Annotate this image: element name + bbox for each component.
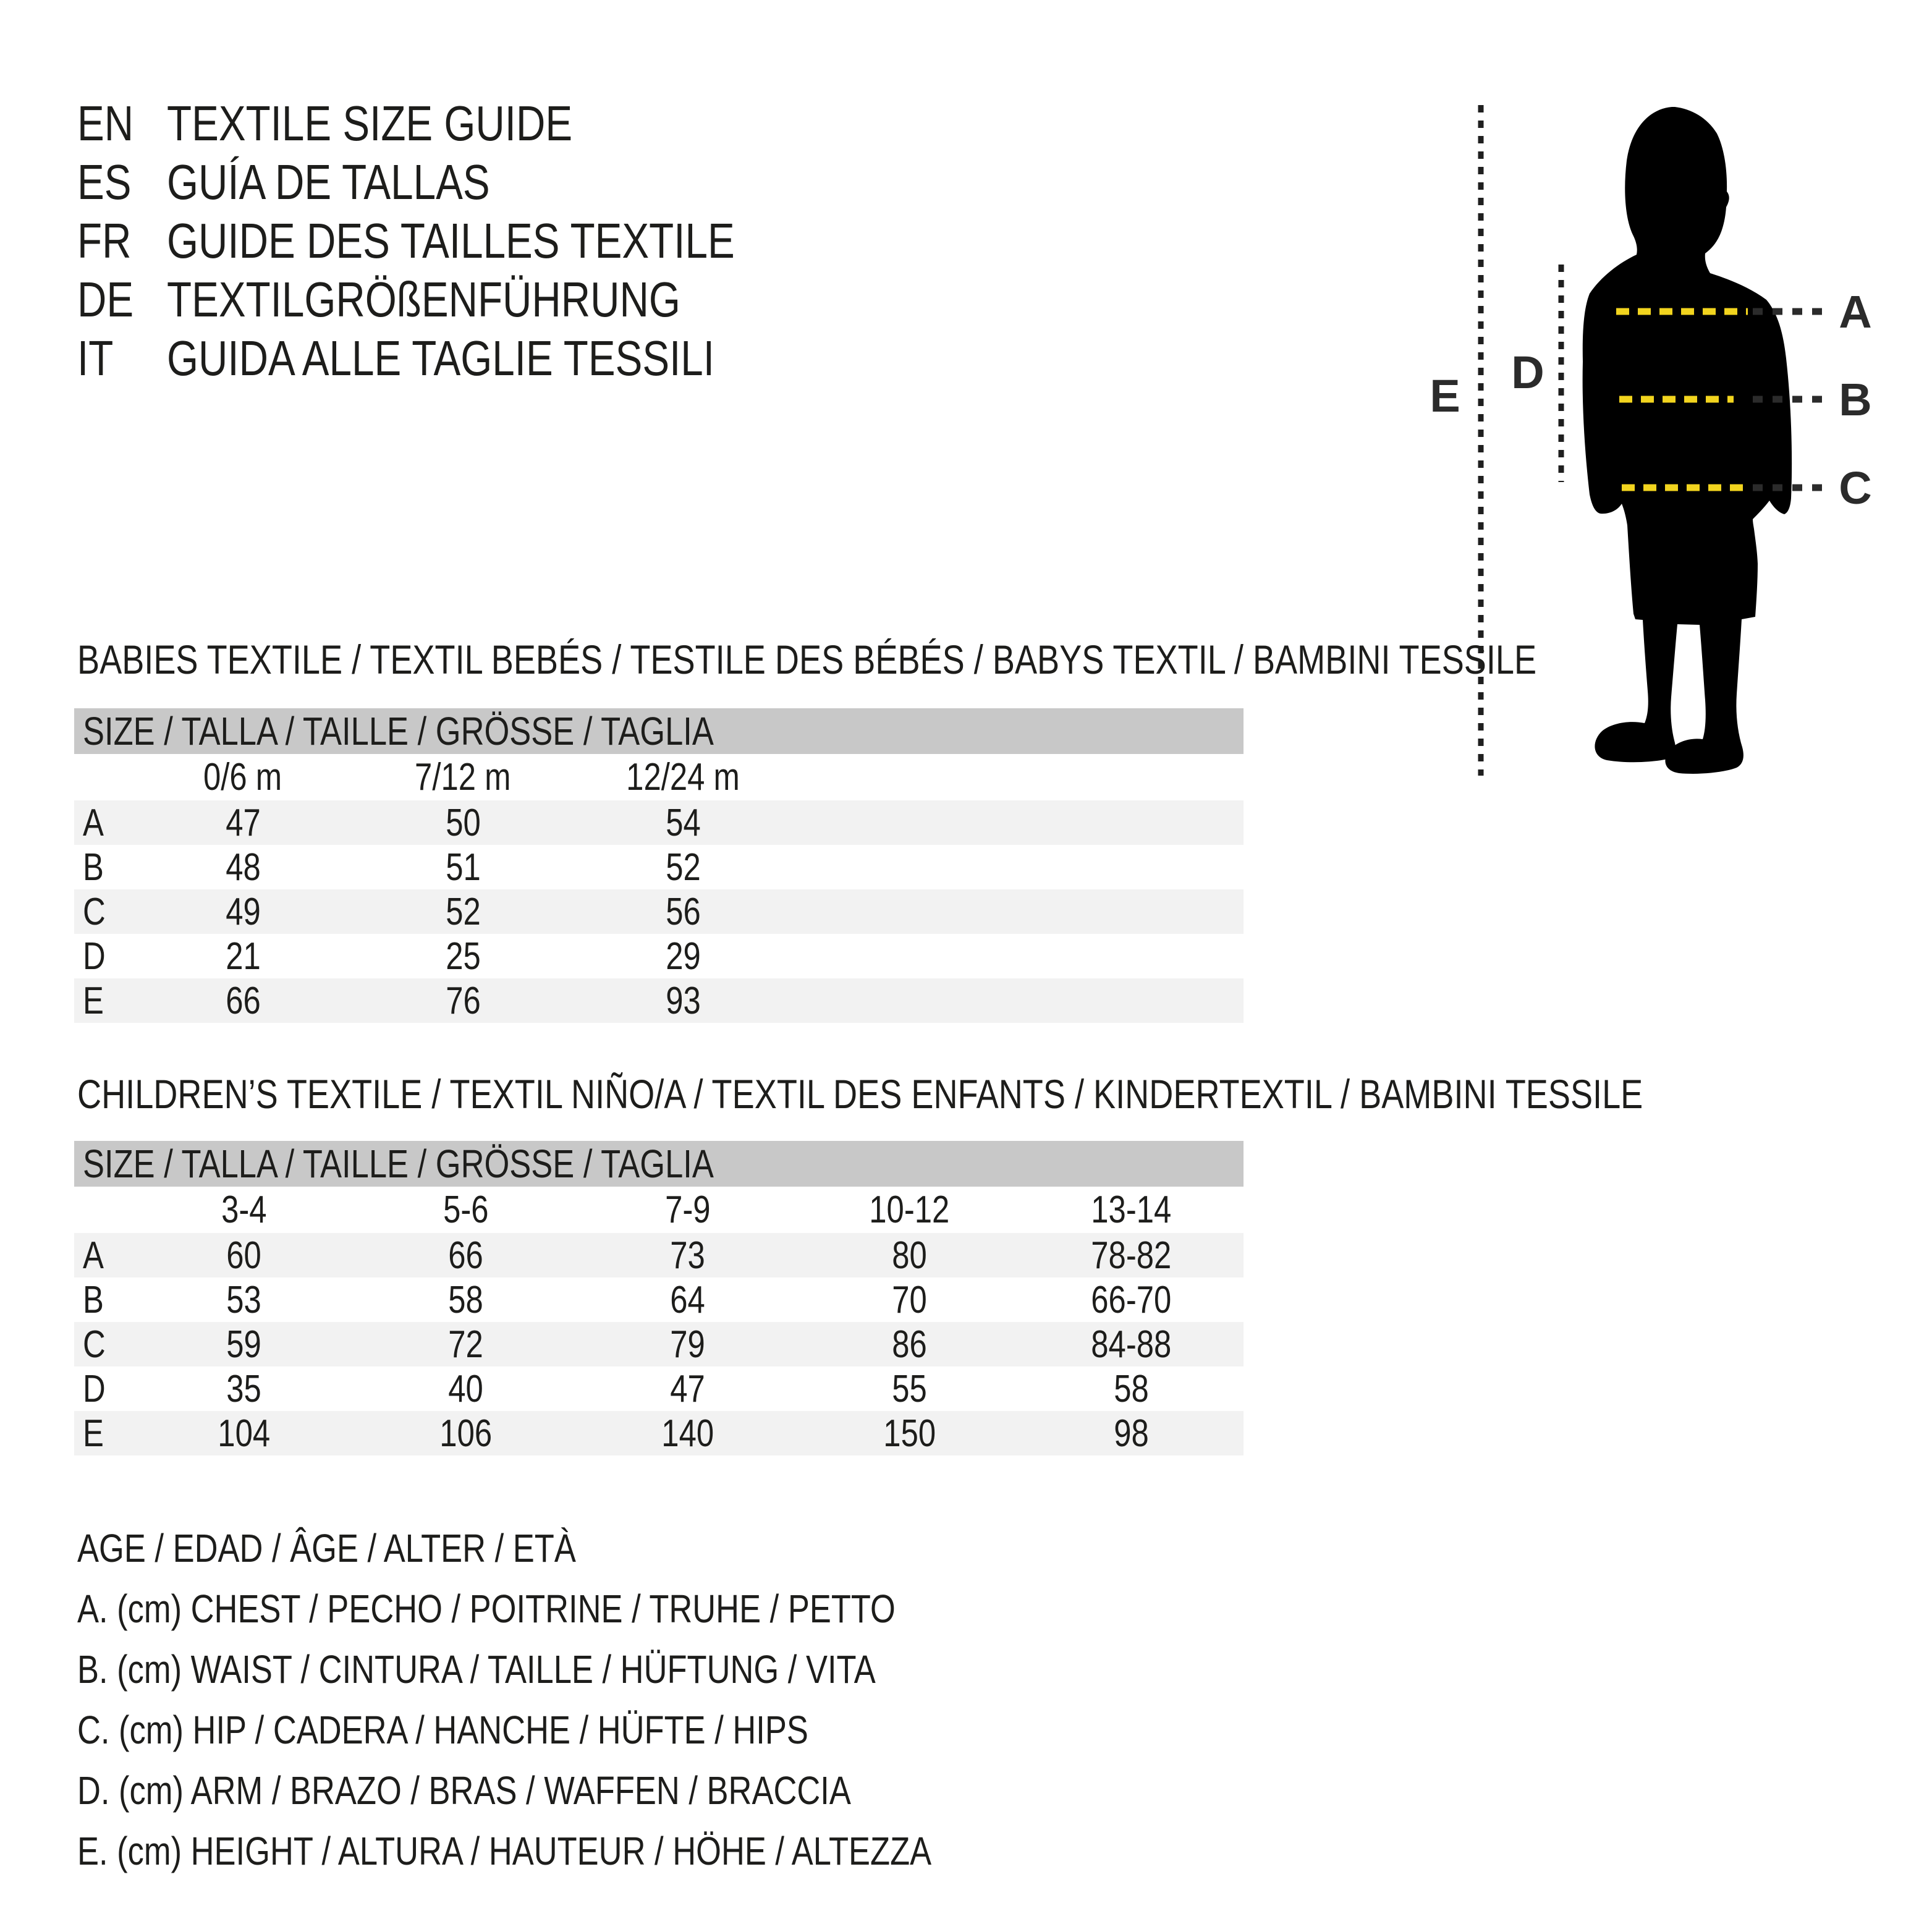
- row-label: B: [83, 1278, 104, 1321]
- table-row: [74, 800, 1244, 845]
- table-cell: 66-70: [1091, 1278, 1172, 1321]
- guide-title: TEXTILE SIZE GUIDE: [167, 95, 573, 151]
- table-cell: 76: [445, 979, 481, 1022]
- table-cell: 80: [892, 1234, 927, 1277]
- table-cell: 106: [439, 1412, 492, 1455]
- table-cell: 98: [1114, 1412, 1149, 1455]
- column-header: 13-14: [1091, 1188, 1172, 1231]
- table-header-bar: [74, 1141, 1244, 1187]
- language-code: IT: [77, 330, 114, 386]
- column-header: 0/6 m: [203, 756, 282, 799]
- language-row: [77, 94, 859, 153]
- language-code: FR: [77, 213, 132, 268]
- table-cell: 25: [445, 934, 481, 978]
- table-row: [74, 1322, 1244, 1366]
- table-cell: 51: [445, 845, 481, 889]
- table-cell: 64: [670, 1278, 705, 1321]
- guide-title: GUIDA ALLE TAGLIE TESSILI: [167, 330, 715, 386]
- table-cell: 93: [665, 979, 701, 1022]
- row-label: C: [83, 890, 106, 933]
- table-cell: 66: [225, 979, 261, 1022]
- size-header-label: SIZE / TALLA / TAILLE / GRÖSSE / TAGLIA: [83, 1142, 714, 1186]
- legend-line-age: AGE / EDAD / ÂGE / ALTER / ETÀ: [77, 1526, 576, 1570]
- table-cell: 72: [448, 1323, 483, 1366]
- table-cell: 150: [883, 1412, 936, 1455]
- table-row: [74, 978, 1244, 1023]
- table-row: [74, 1277, 1244, 1322]
- legend-line-waist: B. (cm) WAIST / CINTURA / TAILLE / HÜFTUNG / VITA: [77, 1647, 876, 1692]
- figure-label-d: D: [1511, 347, 1544, 398]
- table-cell: 52: [665, 845, 701, 889]
- babies-size-table: [74, 708, 1244, 1023]
- table-row: [74, 1366, 1244, 1411]
- row-label: E: [83, 979, 104, 1022]
- table-cell: 84-88: [1091, 1323, 1172, 1366]
- table-cell: 58: [1114, 1367, 1149, 1410]
- table-header-bar: [74, 708, 1244, 754]
- figure-label-e: E: [1430, 370, 1460, 422]
- language-row: [77, 329, 859, 388]
- legend-line-height: E. (cm) HEIGHT / ALTURA / HAUTEUR / HÖHE / ALTEZZA: [77, 1829, 932, 1873]
- language-row: [77, 270, 859, 329]
- table-cell: 47: [225, 801, 261, 844]
- babies-section-title: BABIES TEXTILE / TEXTIL BEBÉS / TESTILE DES BÉBÉS / BABYS TEXTIL / BAMBINI TESSILE: [77, 637, 1537, 682]
- column-header: 12/24 m: [626, 756, 740, 799]
- row-label: A: [83, 1234, 104, 1277]
- table-cell: 21: [225, 934, 261, 978]
- guide-title: GUIDE DES TAILLES TEXTILE: [167, 213, 735, 268]
- table-cell: 86: [892, 1323, 927, 1366]
- language-row: [77, 153, 859, 211]
- table-cell: 53: [226, 1278, 261, 1321]
- guide-title: GUÍA DE TALLAS: [167, 154, 490, 210]
- legend-line-arm: D. (cm) ARM / BRAZO / BRAS / WAFFEN / BRACCIA: [77, 1768, 851, 1813]
- language-row: [77, 211, 859, 270]
- measurement-legend: [77, 1518, 1119, 1881]
- table-cell: 140: [661, 1412, 714, 1455]
- table-cell: 50: [445, 801, 481, 844]
- legend-line-chest: A. (cm) CHEST / PECHO / POITRINE / TRUHE / PETTO: [77, 1587, 896, 1631]
- row-label: E: [83, 1412, 104, 1455]
- table-cell: 59: [226, 1323, 261, 1366]
- table-cell: 48: [225, 845, 261, 889]
- column-header: 7/12 m: [415, 756, 511, 799]
- column-header-row: [74, 1187, 1244, 1233]
- size-header-label: SIZE / TALLA / TAILLE / GRÖSSE / TAGLIA: [83, 709, 714, 753]
- table-cell: 56: [665, 890, 701, 933]
- column-header-row: [74, 754, 1244, 800]
- figure-label-a: A: [1839, 286, 1872, 337]
- row-label: A: [83, 801, 104, 844]
- table-row: [74, 1411, 1244, 1455]
- table-cell: 70: [892, 1278, 927, 1321]
- table-cell: 54: [665, 801, 701, 844]
- figure-label-c: C: [1839, 462, 1872, 514]
- table-cell: 40: [448, 1367, 483, 1410]
- language-code: EN: [77, 95, 134, 151]
- guide-title: TEXTILGRÖßENFÜHRUNG: [167, 271, 680, 327]
- row-label: D: [83, 934, 106, 978]
- table-cell: 47: [670, 1367, 705, 1410]
- table-cell: 79: [670, 1323, 705, 1366]
- column-header: 7-9: [664, 1188, 711, 1231]
- row-label: B: [83, 845, 104, 889]
- table-row: [74, 934, 1244, 978]
- column-header: 5-6: [443, 1188, 489, 1231]
- table-cell: 29: [665, 934, 701, 978]
- column-header: 3-4: [221, 1188, 267, 1231]
- table-cell: 52: [445, 890, 481, 933]
- table-cell: 35: [226, 1367, 261, 1410]
- language-code: ES: [77, 154, 132, 210]
- table-cell: 104: [218, 1412, 270, 1455]
- language-title-block: [77, 94, 859, 388]
- figure-label-b: B: [1839, 374, 1872, 425]
- table-cell: 49: [225, 890, 261, 933]
- table-cell: 66: [448, 1234, 483, 1277]
- table-row: [74, 889, 1244, 934]
- column-header: 10-12: [869, 1188, 950, 1231]
- language-code: DE: [77, 271, 134, 327]
- table-cell: 60: [226, 1234, 261, 1277]
- row-label: D: [83, 1367, 106, 1410]
- legend-line-hip: C. (cm) HIP / CADERA / HANCHE / HÜFTE / HIPS: [77, 1708, 808, 1752]
- children-size-table: [74, 1141, 1244, 1455]
- children-section-title: CHILDREN’S TEXTILE / TEXTIL NIÑO/A / TEXTIL DES ENFANTS / KINDERTEXTIL / BAMBINI TESSILE: [77, 1071, 1643, 1117]
- table-row: [74, 1233, 1244, 1277]
- table-cell: 78-82: [1091, 1234, 1172, 1277]
- table-cell: 55: [892, 1367, 927, 1410]
- table-cell: 73: [670, 1234, 705, 1277]
- table-cell: 58: [448, 1278, 483, 1321]
- table-row: [74, 845, 1244, 889]
- row-label: C: [83, 1323, 106, 1366]
